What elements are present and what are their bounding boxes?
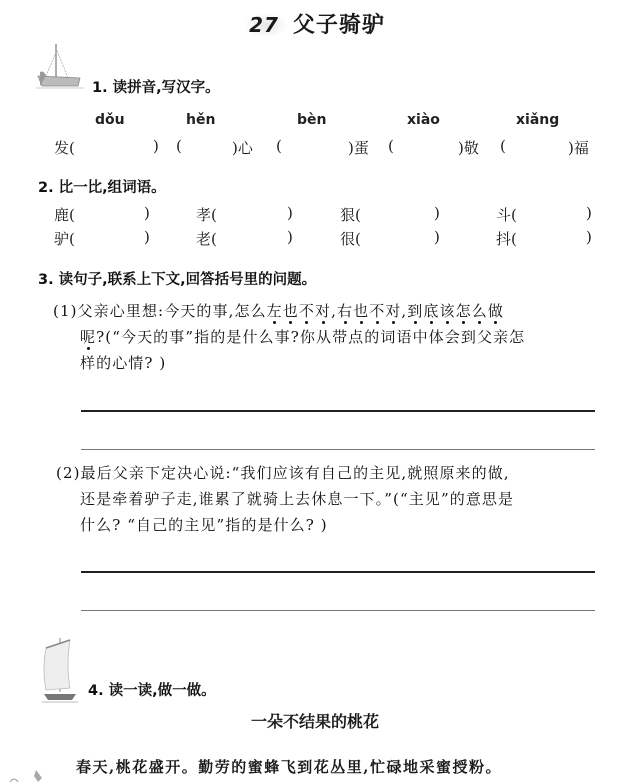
punctuation: , bbox=[331, 302, 337, 320]
answer-blank-5-close: )福 bbox=[568, 139, 589, 157]
dotted-char: 右 bbox=[336, 302, 354, 320]
compare-4-bottom: 抖( bbox=[496, 230, 517, 248]
answer-blank-2-open: ( bbox=[176, 137, 182, 155]
compare-3-top-close: ) bbox=[434, 204, 440, 222]
question-2-heading: 2. 比一比,组词语。 bbox=[38, 180, 166, 196]
answer-blank-4-close: )敬 bbox=[458, 139, 479, 157]
answer-blank-4-open: ( bbox=[388, 137, 394, 155]
compare-4-top: 斗( bbox=[496, 206, 517, 224]
lesson-title-text: 父子骑驴 bbox=[292, 12, 385, 38]
question-3-1-text-2: ?(“今天的事”指的是什么事?你从带点的词语中体会到父亲怎 bbox=[96, 328, 526, 346]
compare-1-bottom: 驴( bbox=[54, 230, 75, 248]
question-3-2-line-3: 什么? “自己的主见”指的是什么? ) bbox=[80, 516, 328, 534]
compare-1-top-close: ) bbox=[144, 204, 150, 222]
dotted-char: 到 bbox=[407, 302, 424, 320]
dotted-char: 不 bbox=[298, 302, 315, 320]
question-3-1-line-1 bbox=[53, 298, 504, 324]
answer-blank-3-close: )蛋 bbox=[348, 139, 369, 157]
pinyin-1: dǒu bbox=[95, 112, 125, 128]
compare-3-bottom-close: ) bbox=[434, 228, 440, 246]
answer-line-2[interactable] bbox=[81, 449, 595, 450]
question-4-heading: 4. 读一读,做一做。 bbox=[88, 683, 216, 699]
answer-blank-1-close: ) bbox=[153, 137, 159, 155]
decorative-sketch-icon bbox=[8, 766, 48, 783]
lesson-number: 27 bbox=[245, 13, 287, 37]
question-1-heading: 1. 读拼音,写汉字。 bbox=[92, 80, 220, 96]
dotted-char: 左 bbox=[266, 302, 283, 320]
punctuation: , bbox=[401, 302, 408, 320]
answer-blank-5-open: ( bbox=[500, 137, 506, 155]
story-line-1: 春天,桃花盛开。勤劳的蜜蜂飞到花丛里,忙碌地采蜜授粉。 bbox=[76, 758, 502, 776]
question-3-1-line-2 bbox=[80, 324, 525, 350]
answer-line-3[interactable] bbox=[81, 571, 595, 573]
compare-1-top: 鹿( bbox=[54, 206, 75, 224]
answer-blank-1-open: 发( bbox=[54, 139, 75, 157]
pinyin-2: hěn bbox=[186, 112, 216, 128]
answer-blank-3-open: ( bbox=[276, 137, 282, 155]
question-3-2-line-1: (2)最后父亲下定决心说:“我们应该有自己的主见,就照原来的做, bbox=[56, 464, 510, 482]
compare-3-top: 狠( bbox=[340, 206, 361, 224]
sailboat-illustration-icon bbox=[40, 636, 80, 708]
compare-2-top-close: ) bbox=[287, 204, 293, 222]
dotted-char: 不 bbox=[369, 302, 386, 320]
dotted-char: 也 bbox=[353, 302, 370, 320]
answer-blank-2-close: )心 bbox=[232, 139, 253, 157]
dotted-char: 呢 bbox=[80, 328, 97, 346]
story-title: 一朵不结果的桃花 bbox=[250, 712, 379, 731]
compare-1-bottom-close: ) bbox=[144, 228, 150, 246]
compare-4-top-close: ) bbox=[586, 204, 592, 222]
dotted-char: 做 bbox=[487, 302, 504, 320]
question-3-1-text: (1)父亲心里想:今天的事,怎么 bbox=[53, 302, 267, 320]
pinyin-4: xiào bbox=[407, 112, 440, 128]
dotted-char: 怎 bbox=[455, 302, 472, 320]
dotted-char: 对 bbox=[315, 302, 332, 320]
dotted-char: 该 bbox=[439, 302, 456, 320]
question-3-heading: 3. 读句子,联系上下文,回答括号里的问题。 bbox=[38, 272, 317, 288]
dotted-char: 么 bbox=[471, 302, 488, 320]
question-3-2-line-2: 还是牵着驴子走,谁累了就骑上去休息一下。”(“主见”的意思是 bbox=[80, 490, 515, 508]
boat-illustration-icon bbox=[34, 42, 90, 92]
lesson-title bbox=[0, 8, 630, 39]
dotted-char: 底 bbox=[423, 302, 440, 320]
dotted-char: 也 bbox=[282, 302, 299, 320]
dotted-phrase bbox=[267, 302, 504, 320]
dotted-char: 对 bbox=[385, 302, 402, 320]
pinyin-3: bèn bbox=[297, 112, 327, 128]
pinyin-5: xiǎng bbox=[516, 112, 560, 128]
compare-2-bottom-close: ) bbox=[287, 228, 293, 246]
answer-line-4[interactable] bbox=[81, 610, 595, 611]
answer-line-1[interactable] bbox=[81, 410, 595, 412]
compare-3-bottom: 很( bbox=[340, 230, 361, 248]
compare-2-bottom: 老( bbox=[196, 230, 217, 248]
question-3-1-line-3: 样的心情? ) bbox=[80, 354, 167, 372]
compare-2-top: 孝( bbox=[196, 206, 217, 224]
compare-4-bottom-close: ) bbox=[586, 228, 592, 246]
